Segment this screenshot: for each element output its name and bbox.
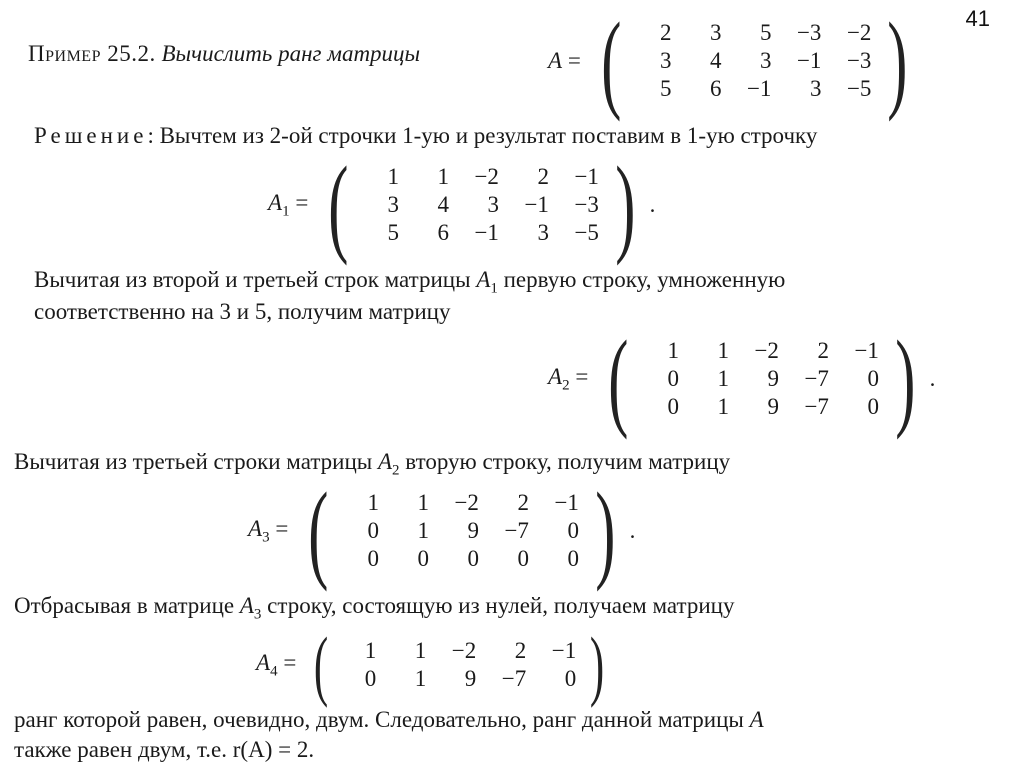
matrix-A4 <box>256 621 610 708</box>
period: . <box>649 192 656 217</box>
matrix-cell: 9 <box>767 394 779 419</box>
matrix-cell: −5 <box>574 220 599 245</box>
matrix-cell: 2 <box>537 164 549 189</box>
matrix-A3-grid <box>337 489 587 573</box>
matrix-cell: 0 <box>364 666 377 691</box>
matrix-cell: 5 <box>659 76 672 101</box>
matrix-cell: 9 <box>767 366 779 391</box>
matrix-cell: 3 <box>487 192 499 217</box>
matrix-cell: 3 <box>537 220 549 245</box>
matrix-cell: 0 <box>567 518 579 543</box>
matrix-cell: 0 <box>467 546 479 571</box>
matrix-cell: 1 <box>417 490 429 515</box>
matrix-cell: −7 <box>504 518 529 543</box>
matrix-cell: −2 <box>846 20 872 45</box>
paragraph-2-line-2: соответственно на 3 и 5, получим матрицу <box>34 299 451 324</box>
matrix-cell: −1 <box>796 48 822 73</box>
matrix-cell: −1 <box>746 76 772 101</box>
right-paren: ) <box>595 470 616 592</box>
matrix-cell: −2 <box>754 338 779 363</box>
matrix-cell: −1 <box>551 638 577 663</box>
matrix-cell: 3 <box>809 76 822 101</box>
matrix-cell: 1 <box>437 164 449 189</box>
left-paren: ( <box>314 621 329 708</box>
matrix-A-label: A = <box>548 48 581 73</box>
matrix-cell: −2 <box>451 638 477 663</box>
matrix-A1-label: $A_1$ = <box>268 189 309 220</box>
example-statement: Вычислить ранг матрицы <box>161 41 421 66</box>
solution-text: : Вычтем из 2-ой строчки 1-ую и результат поставим в 1-ую строчку <box>147 123 818 148</box>
period: . <box>929 366 936 391</box>
matrix-cell: 0 <box>367 518 379 543</box>
matrix-cell: −7 <box>501 666 527 691</box>
matrix-A2 <box>548 318 936 440</box>
matrix-cell: 4 <box>437 192 449 217</box>
example-heading <box>28 40 420 68</box>
matrix-cell: −7 <box>804 394 829 419</box>
matrix-cell: −3 <box>574 192 599 217</box>
matrix-cell: 3 <box>709 20 722 45</box>
matrix-cell: 1 <box>387 164 399 189</box>
matrix-A <box>548 0 916 122</box>
matrix-cell: 1 <box>417 518 429 543</box>
matrix-cell: 1 <box>414 638 427 663</box>
matrix-cell: 4 <box>709 48 722 73</box>
page-number: 41 <box>965 6 990 31</box>
matrix-cell: 9 <box>464 666 477 691</box>
matrix-cell: 2 <box>517 490 529 515</box>
left-paren: ( <box>601 0 622 122</box>
left-paren: ( <box>608 318 629 440</box>
matrix-cell: 3 <box>387 192 399 217</box>
matrix-cell: 1 <box>717 366 729 391</box>
matrix-A4-grid <box>334 637 584 693</box>
matrix-cell: −5 <box>846 76 872 101</box>
matrix-A4-label: $A_4$ = <box>256 649 297 680</box>
matrix-A2-grid <box>637 337 887 421</box>
matrix-cell: 0 <box>867 366 879 391</box>
paragraph-4: Отбрасывая в матрице $A_3$ строку, состоящую из нулей, получаем матрицу <box>14 593 735 623</box>
matrix-cell: 3 <box>659 48 672 73</box>
matrix-cell: −1 <box>854 338 879 363</box>
matrix-cell: 2 <box>514 638 527 663</box>
matrix-cell: −1 <box>474 220 499 245</box>
left-paren: ( <box>328 144 349 266</box>
matrix-cell: 0 <box>667 394 679 419</box>
matrix-cell: 1 <box>667 338 679 363</box>
matrix-cell: −1 <box>524 192 549 217</box>
matrix-cell: 1 <box>367 490 379 515</box>
conclusion-line-2: также равен двум, т.е. r(A) = 2. <box>14 737 315 762</box>
matrix-cell: 9 <box>467 518 479 543</box>
matrix-A1-grid <box>357 163 607 247</box>
matrix-cell: −3 <box>796 20 822 45</box>
matrix-A3 <box>248 470 636 592</box>
matrix-cell: 1 <box>364 638 377 663</box>
matrix-cell: −1 <box>554 490 579 515</box>
matrix-cell: 6 <box>709 76 722 101</box>
matrix-cell: 0 <box>564 666 577 691</box>
matrix-cell: 0 <box>567 546 579 571</box>
matrix-cell: 6 <box>437 220 449 245</box>
right-paren: ) <box>887 0 908 122</box>
matrix-cell: 0 <box>417 546 429 571</box>
matrix-cell: 0 <box>667 366 679 391</box>
matrix-cell: 3 <box>759 48 772 73</box>
matrix-A1 <box>268 144 656 266</box>
matrix-cell: −1 <box>574 164 599 189</box>
matrix-cell: −2 <box>474 164 499 189</box>
matrix-cell: 0 <box>367 546 379 571</box>
matrix-cell: 5 <box>759 20 772 45</box>
solution-line <box>34 122 817 150</box>
matrix-A2-label: $A_2$ = <box>548 363 589 394</box>
right-paren: ) <box>615 144 636 266</box>
matrix-cell: 0 <box>867 394 879 419</box>
matrix-cell: −7 <box>804 366 829 391</box>
matrix-cell: 5 <box>387 220 399 245</box>
period: . <box>629 518 636 543</box>
matrix-cell: 1 <box>414 666 427 691</box>
matrix-cell: 1 <box>717 394 729 419</box>
paragraph-2-line-1: Вычитая из второй и третьей строк матрицы $A_1$ первую строку, умноженную <box>34 267 786 297</box>
matrix-A3-label: $A_3$ = <box>248 515 289 546</box>
matrix-cell: 2 <box>817 338 829 363</box>
example-label: Пример 25.2. <box>28 41 156 66</box>
conclusion-line-1: ранг которой равен, очевидно, двум. Следовательно, ранг данной матрицы A <box>14 707 764 732</box>
right-paren: ) <box>590 621 605 708</box>
left-paren: ( <box>308 470 329 592</box>
matrix-A-grid <box>629 19 879 103</box>
matrix-cell: −2 <box>454 490 479 515</box>
solution-label: Решение <box>34 123 148 148</box>
paragraph-3: Вычитая из третьей строки матрицы $A_2$ вторую строку, получим матрицу <box>14 449 731 479</box>
matrix-cell: 0 <box>517 546 529 571</box>
matrix-cell: 2 <box>659 20 672 45</box>
matrix-cell: 1 <box>717 338 729 363</box>
matrix-cell: −3 <box>846 48 872 73</box>
right-paren: ) <box>895 318 916 440</box>
